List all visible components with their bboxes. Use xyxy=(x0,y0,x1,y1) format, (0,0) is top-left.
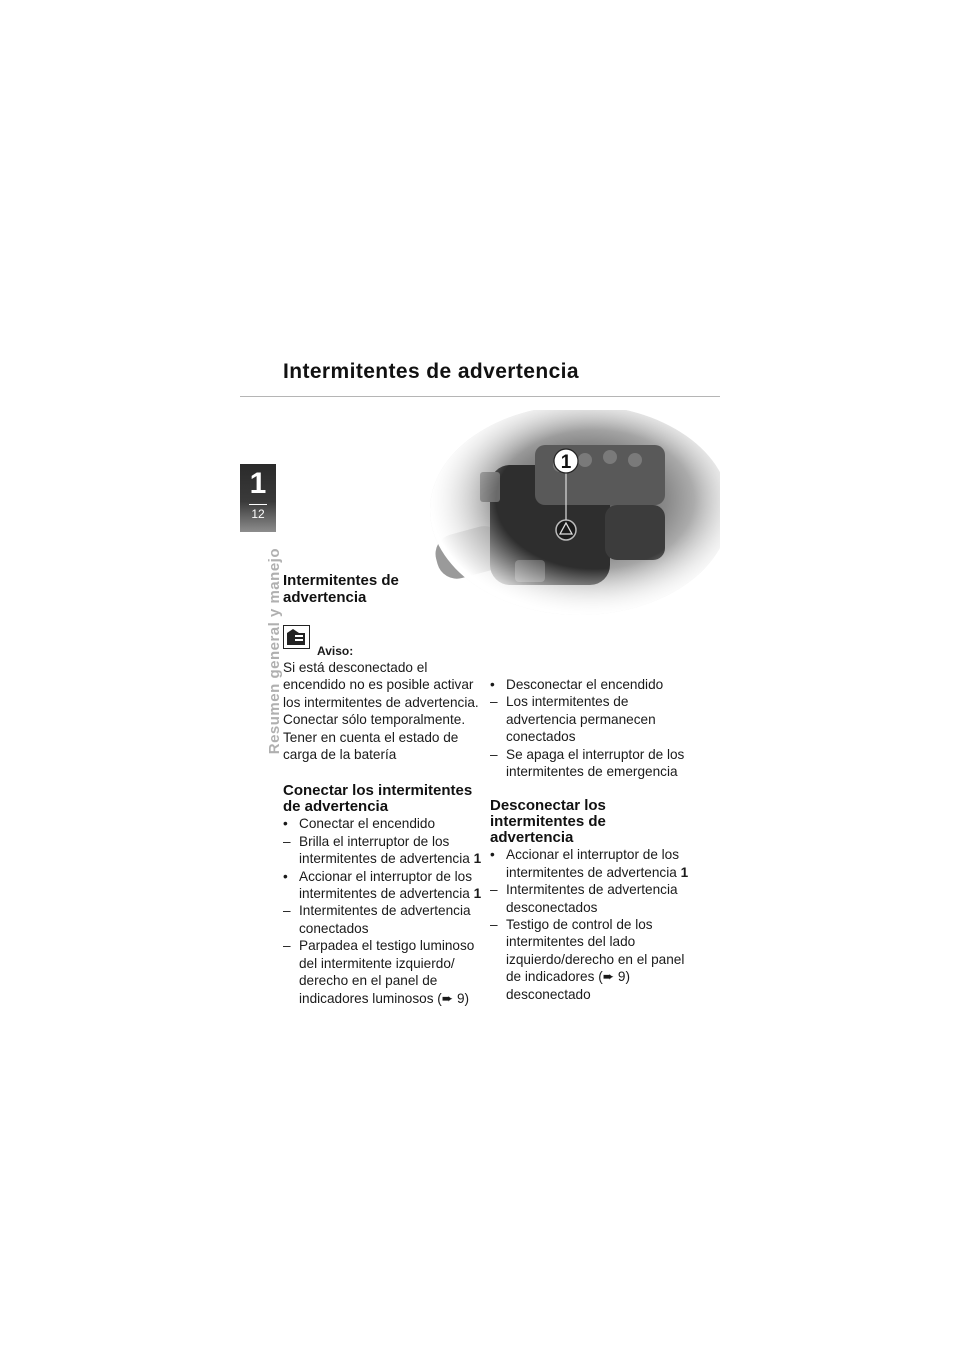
disconnect-steps xyxy=(490,846,695,1003)
right-column xyxy=(490,676,695,1003)
list-item: – Brilla el interruptor de los intermitentes de advertencia 1 xyxy=(283,833,482,867)
figure-callout: 1 xyxy=(560,452,572,473)
hazard-switch-photo xyxy=(420,410,720,620)
disconnect-heading: Desconectar los intermitentes de advertencia xyxy=(490,797,606,847)
section-heading: Intermitentes de advertencia xyxy=(283,572,399,606)
ignition-off-steps xyxy=(490,676,695,780)
chapter-divider xyxy=(249,504,267,505)
title-divider xyxy=(240,396,720,397)
chapter-tab xyxy=(240,464,276,532)
connect-steps xyxy=(283,815,483,1006)
notice-text: Si está desconectado el encendido no es posible activar los intermitentes de advertencia. Conectar sólo temporalmente. Tener en cuenta el estado de carga de la batería xyxy=(283,660,479,763)
list-item: • Desconectar el encendido xyxy=(490,677,664,692)
page-title: Intermitentes de advertencia xyxy=(283,360,579,383)
list-item: – Intermitentes de advertencia desconectados xyxy=(490,882,678,915)
list-item: – Los intermitentes de advertencia permanecen conectados xyxy=(490,694,656,745)
list-item: • Conectar el encendido xyxy=(283,816,436,832)
chapter-side-label: Resumen general y manejo xyxy=(266,548,283,755)
page-number: 12 xyxy=(251,507,265,521)
list-item: – Intermitentes de advertencia conectados xyxy=(283,903,471,936)
list-item: • Accionar el interruptor de los intermitentes de advertencia 1 xyxy=(283,868,482,902)
chapter-number: 1 xyxy=(249,467,267,500)
connect-heading: Conectar los intermitentes de advertencia xyxy=(283,782,473,816)
list-item: – Se apaga el interruptor de los intermitentes de emergencia xyxy=(490,746,685,780)
list-item: – Parpadea el testigo luminoso del intermitente izquierdo/ derecho en el panel de indicadores luminosos (➨ 9) xyxy=(283,938,475,1006)
list-item: • Accionar el interruptor de los intermitentes de advertencia 1 xyxy=(490,847,689,880)
left-column xyxy=(283,659,483,1007)
notice-label: Aviso: xyxy=(317,644,354,658)
notice-icon xyxy=(283,625,310,649)
list-item: – Testigo de control de los intermitentes del lado izquierdo/derecho en el panel de indicadores (➨ 9) desconectado xyxy=(490,917,685,1002)
